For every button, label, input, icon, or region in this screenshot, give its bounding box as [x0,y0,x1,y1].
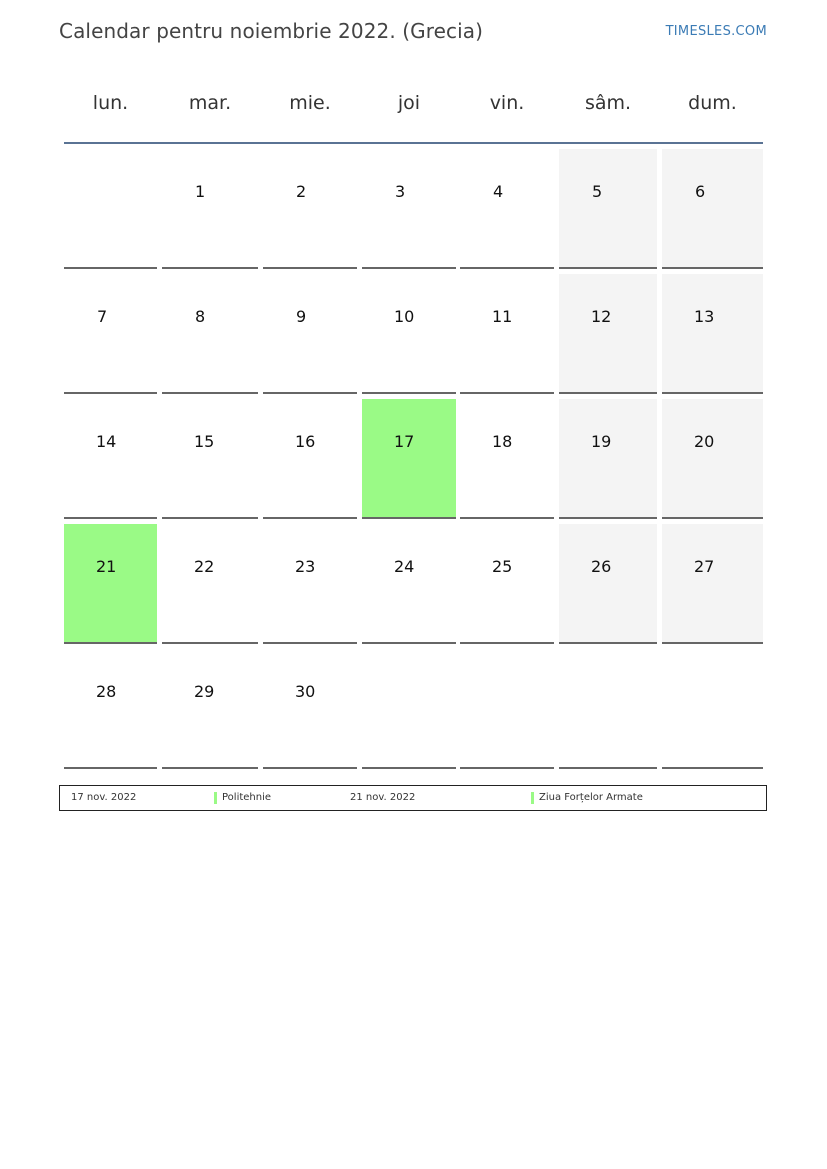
day-number: 23 [295,557,316,576]
day-cell[interactable] [362,274,456,394]
day-cell[interactable] [162,649,258,769]
day-number: 5 [592,182,603,201]
cell-bottom-rule [263,767,357,769]
day-number: 21 [96,557,117,576]
day-number: 6 [695,182,706,201]
day-number: 27 [694,557,715,576]
day-number: 10 [394,307,415,326]
day-cell[interactable] [460,524,554,644]
day-number: 18 [492,432,513,451]
cell-bottom-rule [362,517,456,519]
cell-bottom-rule [162,517,258,519]
day-number: 26 [591,557,612,576]
day-number: 29 [194,682,215,701]
cell-bottom-rule [64,517,157,519]
cell-bottom-rule [263,392,357,394]
day-number: 9 [296,307,307,326]
day-cell[interactable] [162,399,258,519]
holiday-legend [59,785,767,811]
legend-holiday-name: Ziua Forțelor Armate [539,792,643,803]
cell-bottom-rule [64,267,157,269]
day-number: 7 [97,307,108,326]
cell-bottom-rule [559,642,657,644]
cell-bottom-rule [362,642,456,644]
day-cell[interactable] [263,649,357,769]
day-number: 4 [493,182,504,201]
day-cell[interactable] [662,399,763,519]
legend-color-swatch [531,792,534,804]
day-cell[interactable] [362,399,456,519]
legend-color-swatch [214,792,217,804]
day-cell[interactable] [460,399,554,519]
day-cell[interactable] [559,274,657,394]
weekday-label: sâm. [584,92,632,114]
legend-date: 21 nov. 2022 [350,792,416,803]
cell-bottom-rule [559,267,657,269]
day-number: 2 [296,182,307,201]
cell-bottom-rule [263,517,357,519]
day-number: 13 [694,307,715,326]
day-cell [64,149,157,269]
page-title: Calendar pentru noiembrie 2022. (Grecia) [59,19,484,43]
day-number: 30 [295,682,316,701]
cell-bottom-rule [460,392,554,394]
day-cell [460,649,554,769]
cell-bottom-rule [263,267,357,269]
day-number: 19 [591,432,612,451]
day-number: 20 [694,432,715,451]
day-cell[interactable] [263,149,357,269]
cell-bottom-rule [662,642,763,644]
cell-bottom-rule [263,642,357,644]
day-cell[interactable] [64,274,157,394]
day-cell[interactable] [162,149,258,269]
day-cell[interactable] [263,274,357,394]
weekday-label: lun. [92,92,129,114]
day-cell[interactable] [362,149,456,269]
cell-bottom-rule [362,767,456,769]
cell-bottom-rule [362,267,456,269]
weekday-label: mar. [188,92,232,114]
day-cell[interactable] [662,524,763,644]
cell-bottom-rule [662,517,763,519]
day-number: 28 [96,682,117,701]
cell-bottom-rule [162,392,258,394]
cell-bottom-rule [460,767,554,769]
day-cell[interactable] [559,149,657,269]
day-cell[interactable] [460,149,554,269]
cell-bottom-rule [662,267,763,269]
day-cell[interactable] [263,524,357,644]
day-cell[interactable] [662,149,763,269]
cell-bottom-rule [460,642,554,644]
day-number: 16 [295,432,316,451]
cell-bottom-rule [64,642,157,644]
cell-bottom-rule [362,392,456,394]
cell-bottom-rule [162,642,258,644]
weekday-label: mie. [289,92,331,114]
day-cell[interactable] [64,524,157,644]
cell-bottom-rule [559,767,657,769]
day-number: 3 [395,182,406,201]
cell-bottom-rule [460,267,554,269]
day-cell[interactable] [64,399,157,519]
day-number: 24 [394,557,415,576]
cell-bottom-rule [64,767,157,769]
day-number: 12 [591,307,612,326]
day-cell[interactable] [162,274,258,394]
day-cell[interactable] [662,274,763,394]
day-number: 15 [194,432,215,451]
cell-bottom-rule [662,767,763,769]
day-cell[interactable] [559,524,657,644]
day-cell[interactable] [460,274,554,394]
day-number: 1 [195,182,206,201]
day-cell[interactable] [263,399,357,519]
weekday-label: dum. [688,92,737,114]
cell-bottom-rule [162,267,258,269]
day-number: 14 [96,432,117,451]
day-number: 8 [195,307,206,326]
cell-bottom-rule [64,392,157,394]
day-cell [362,649,456,769]
day-cell [662,649,763,769]
day-cell[interactable] [162,524,258,644]
day-number: 11 [492,307,513,326]
legend-date: 17 nov. 2022 [71,792,137,803]
header-divider [64,142,763,144]
cell-bottom-rule [460,517,554,519]
cell-bottom-rule [559,392,657,394]
weekday-label: vin. [489,92,525,114]
day-cell [559,649,657,769]
brand-link[interactable]: TIMESLES.COM [665,24,767,39]
day-cell[interactable] [64,649,157,769]
day-cell[interactable] [559,399,657,519]
cell-bottom-rule [662,392,763,394]
cell-bottom-rule [559,517,657,519]
day-number: 17 [394,432,415,451]
day-number: 25 [492,557,513,576]
legend-holiday-name: Politehnie [222,792,272,803]
cell-bottom-rule [162,767,258,769]
weekday-label: joi [397,92,421,114]
day-cell[interactable] [362,524,456,644]
day-number: 22 [194,557,215,576]
